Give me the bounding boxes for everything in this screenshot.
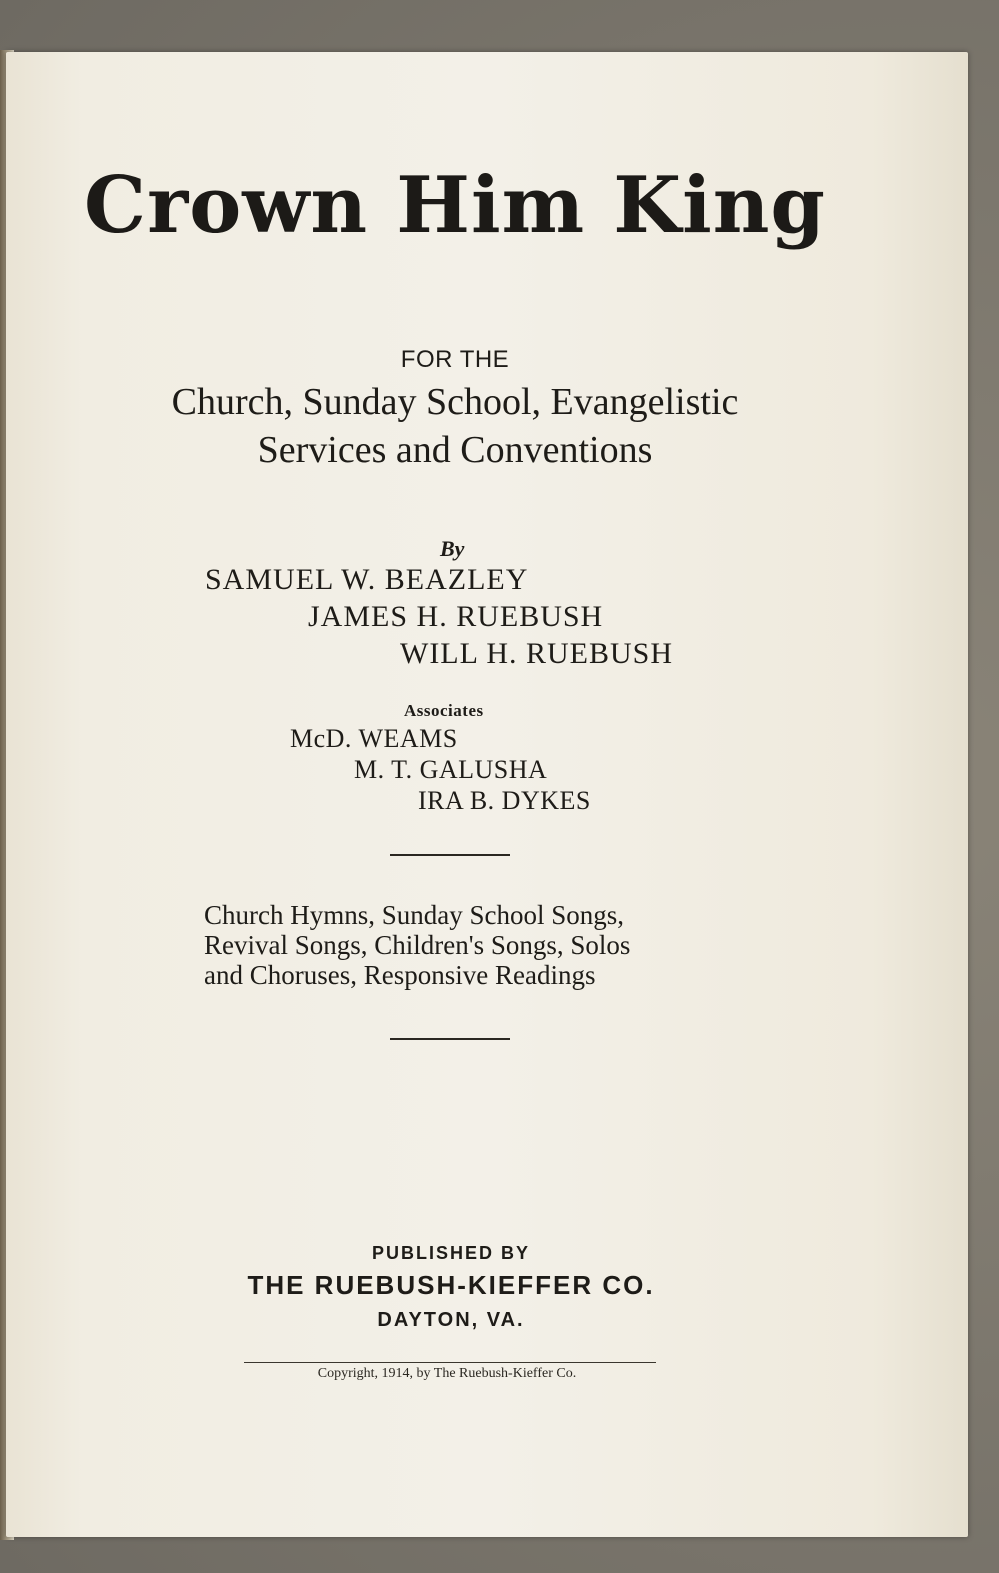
subtitle-line-2: Services and Conventions [257, 429, 653, 471]
contents-line: Church Hymns, Sunday School Songs, [204, 900, 625, 930]
author-name: WILL H. RUEBUSH [400, 637, 674, 670]
author-name: JAMES H. RUEBUSH [308, 600, 604, 633]
publisher-name: THE RUEBUSH-KIEFFER CO. [247, 1270, 655, 1300]
publisher-place: DAYTON, VA. [377, 1309, 525, 1331]
associate-name: IRA B. DYKES [418, 786, 591, 815]
contents-line: and Choruses, Responsive Readings [204, 960, 596, 990]
divider-rule [390, 1038, 510, 1040]
contents-description [204, 900, 704, 990]
divider-rule [390, 854, 510, 856]
associate-name: M. T. GALUSHA [354, 755, 548, 784]
subtitle-for-the: FOR THE [400, 346, 510, 373]
copyright-notice: Copyright, 1914, by The Ruebush-Kieffer Co. [317, 1366, 577, 1381]
author-name: SAMUEL W. BEAZLEY [205, 563, 529, 596]
associate-name: McD. WEAMS [290, 724, 458, 753]
book-title: Crown Him King [84, 160, 826, 251]
subtitle-line-1: Church, Sunday School, Evangelistic [171, 381, 739, 423]
by-label: By [440, 536, 465, 561]
copyright-rule [244, 1362, 656, 1363]
published-by-label: PUBLISHED BY [371, 1243, 530, 1263]
associates-label: Associates [404, 701, 484, 720]
contents-line: Revival Songs, Children's Songs, Solos [204, 930, 631, 960]
